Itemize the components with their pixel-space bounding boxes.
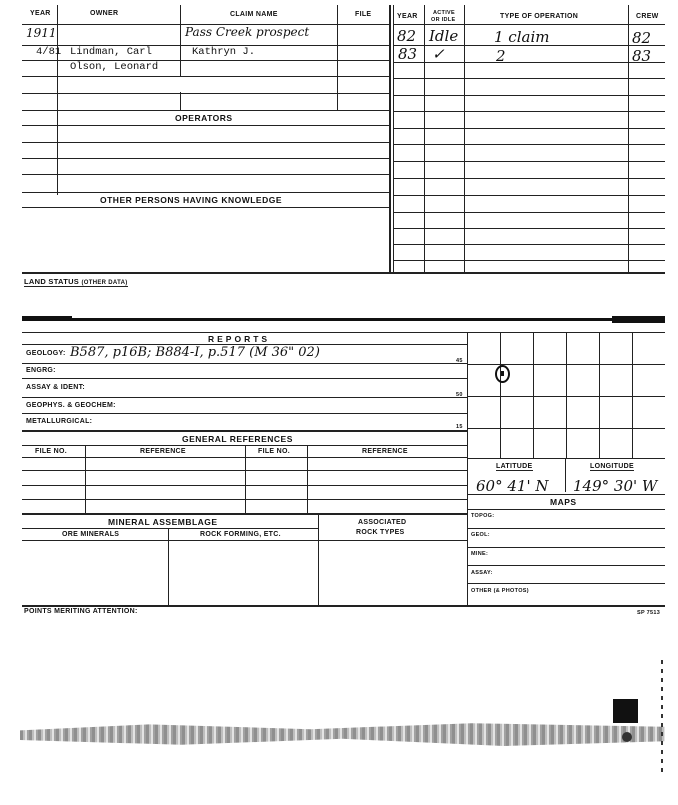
geology-label: GEOLOGY: — [26, 350, 66, 357]
gr-reference-2: REFERENCE — [362, 448, 408, 455]
row2-year: 4/81 — [36, 46, 62, 58]
header-owner: OWNER — [90, 10, 119, 17]
topog-label: TOPOG: — [471, 513, 495, 519]
reports-title: REPORTS — [208, 334, 271, 344]
row1-claim-name: Pass Creek prospect — [185, 25, 310, 39]
land-status-bar — [22, 318, 665, 321]
activity2-crew: 83 — [632, 47, 652, 65]
other-photos-label: OTHER (& PHOTOS) — [471, 588, 529, 594]
other-persons-label: OTHER PERSONS HAVING KNOWLEDGE — [100, 195, 283, 205]
rock-types-label: ROCK TYPES — [356, 529, 405, 536]
activity2-active: ✓ — [432, 45, 445, 63]
geophys-label: GEOPHYS. & GEOCHEM: — [26, 402, 116, 409]
geol-label: GEOL: — [471, 532, 490, 538]
header-or-idle: OR IDLE — [431, 17, 456, 23]
rock-forming-label: ROCK FORMING, ETC. — [200, 531, 281, 538]
latitude-label: LATITUDE — [496, 463, 533, 470]
location-marker-icon — [495, 365, 510, 383]
activity1-type: 1 claim — [494, 28, 550, 46]
page-50: 50 — [456, 392, 463, 398]
header-active: ACTIVE — [433, 10, 455, 16]
activity2-year: 83 — [398, 45, 418, 63]
page-45: 45 — [456, 358, 463, 364]
page-15: 15 — [456, 424, 463, 430]
latitude-value: 60° 41' N — [476, 477, 549, 495]
general-references-title: GENERAL REFERENCES — [182, 434, 293, 444]
geology-value: B587, p16B; B884-I, p.517 (M 36" 02) — [70, 345, 320, 360]
scan-dot — [622, 732, 632, 742]
header-year: YEAR — [30, 10, 51, 17]
land-status-sub: (OTHER DATA) — [81, 280, 128, 286]
mine-label: MINE: — [471, 551, 489, 557]
longitude-value: 149° 30' W — [573, 477, 658, 495]
assay-map-label: ASSAY: — [471, 570, 493, 576]
row3-owner: Olson, Leonard — [70, 61, 159, 73]
row2-owner: Lindman, Carl — [70, 46, 152, 58]
points-meriting-attention-label: POINTS MERITING ATTENTION: — [24, 608, 138, 615]
land-status-bar-tab-right — [612, 316, 665, 323]
form-number: SP 7513 — [637, 610, 661, 616]
scan-black-square — [613, 699, 638, 723]
activity1-active: Idle — [429, 27, 459, 45]
associated-label: ASSOCIATED — [358, 519, 407, 526]
mineral-assemblage-title: MINERAL ASSEMBLAGE — [108, 517, 218, 527]
header-year-2: YEAR — [397, 13, 418, 20]
ore-minerals-label: ORE MINERALS — [62, 531, 120, 538]
scan-smudge-band — [20, 722, 665, 746]
operators-label: OPERATORS — [175, 113, 233, 123]
header-claim-name: CLAIM NAME — [230, 11, 278, 18]
land-status-bar-tab — [22, 316, 72, 321]
longitude-label: LONGITUDE — [590, 463, 634, 470]
activity1-year: 82 — [397, 27, 417, 45]
land-status-label: LAND STATUS — [24, 277, 80, 286]
row2-claim-name: Kathryn J. — [192, 46, 256, 58]
activity2-type: 2 — [496, 47, 506, 65]
header-file: FILE — [355, 11, 372, 18]
gr-file-no-1: FILE NO. — [35, 448, 67, 455]
metallurgical-label: METALLURGICAL: — [26, 418, 93, 425]
maps-label: MAPS — [550, 497, 577, 507]
engrg-label: ENGRG: — [26, 367, 56, 374]
activity1-crew: 82 — [632, 29, 652, 47]
gr-reference-1: REFERENCE — [140, 448, 186, 455]
row1-year: 1911 — [26, 26, 57, 40]
gr-file-no-2: FILE NO. — [258, 448, 290, 455]
header-type-of-operation: TYPE OF OPERATION — [500, 13, 579, 20]
header-crew: CREW — [636, 13, 659, 20]
assay-label: ASSAY & IDENT: — [26, 384, 86, 391]
scan-edge-line — [661, 660, 663, 772]
